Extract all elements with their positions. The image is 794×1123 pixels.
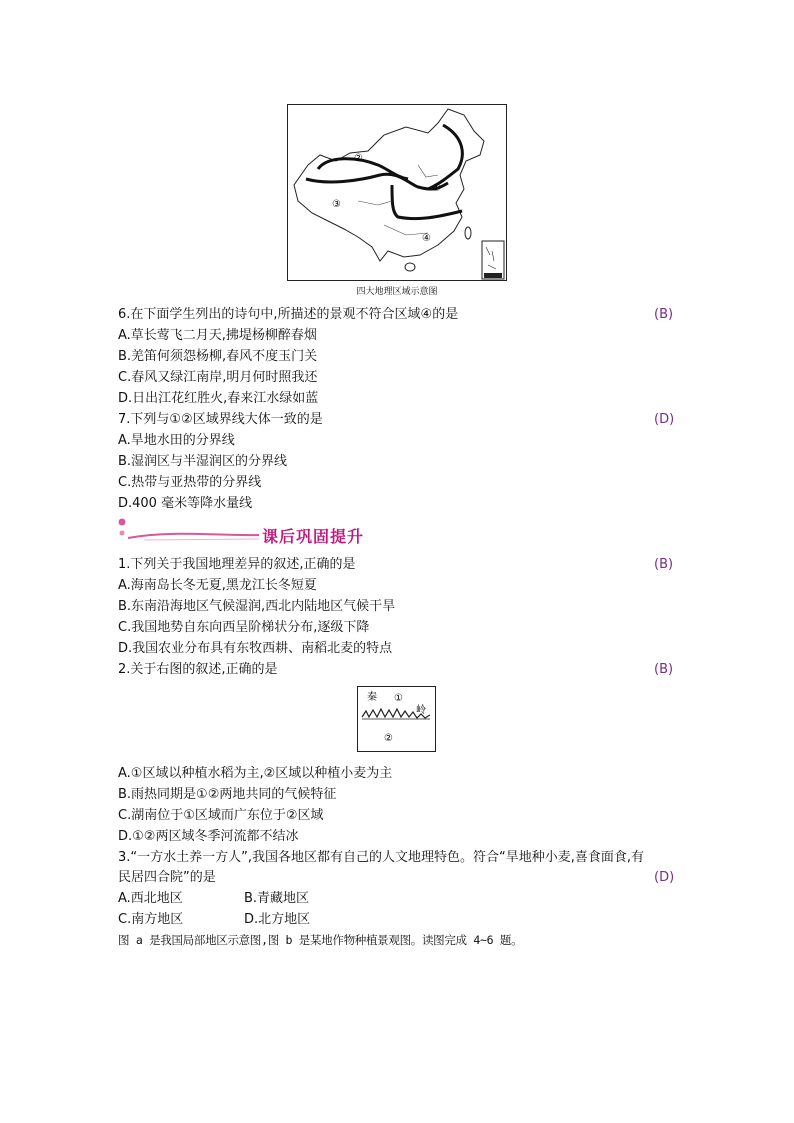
region-label-1: ① <box>432 183 441 194</box>
q6-answer: (B) <box>654 307 674 322</box>
p1-option-d: D.我国农业分布具有东牧西耕、南稻北麦的特点 <box>118 641 393 656</box>
section-title: 课后巩固提升 <box>262 527 365 546</box>
p3-stem-line1: 3.“一方水土养一方人”,我国各地区都有自己的人文地理特色。符合“旱地种小麦,喜食面食,有 <box>118 850 645 865</box>
northeast-boundary <box>428 125 462 189</box>
q7-option-a: A.旱地水田的分界线 <box>118 433 235 448</box>
q6-option-c: C.春风又绿江南岸,明月何时照我还 <box>118 370 318 385</box>
taiwan-island <box>465 227 471 239</box>
main-boundary <box>306 174 448 189</box>
p3-stem-line2: 民居四合院”的是 <box>118 870 216 885</box>
figure-label-ling: 岭 <box>416 705 426 716</box>
q6-stem: 6.在下面学生列出的诗句中,所描述的景观不符合区域④的是 <box>118 307 459 322</box>
q6-option-a: A.草长莺飞二月天,拂堤杨柳醉春烟 <box>118 328 317 343</box>
p1-option-a: A.海南岛长冬无夏,黑龙江长冬短夏 <box>118 578 317 593</box>
p2-answer: (B) <box>654 662 674 677</box>
p2-option-c: C.湖南位于①区域而广东位于②区域 <box>118 808 324 823</box>
p3-option-a: A.西北地区 <box>118 891 183 906</box>
p1-option-b: B.东南沿海地区气候湿润,西北内陆地区气候干旱 <box>118 599 396 614</box>
q7-stem: 7.下列与①②区域界线大体一致的是 <box>118 412 323 427</box>
p2-option-d: D.①②两区域冬季河流都不结冰 <box>118 829 299 844</box>
p2-option-a: A.①区域以种植水稻为主,②区域以种植小麦为主 <box>118 766 393 781</box>
p2-stem: 2.关于右图的叙述,正确的是 <box>118 662 278 677</box>
section-decoration <box>114 516 264 546</box>
p1-option-c: C.我国地势自东向西呈阶梯状分布,逐级下降 <box>118 620 370 635</box>
figure-label-r1: ① <box>394 693 403 704</box>
q7-option-c: C.热带与亚热带的分界线 <box>118 475 262 490</box>
q6-option-b: B.羌笛何须怨杨柳,春风不度玉门关 <box>118 349 318 364</box>
q7-option-d: D.400 毫米等降水量线 <box>118 496 253 511</box>
qinling-figure <box>357 686 436 752</box>
map-caption: 四大地理区域示意图 <box>356 287 438 297</box>
china-regions-map <box>287 104 507 281</box>
p3-answer: (D) <box>654 870 675 885</box>
p3-option-b: B.青藏地区 <box>244 891 310 906</box>
figure-label-r2: ② <box>384 733 393 744</box>
region-label-4: ④ <box>422 233 431 244</box>
p1-stem: 1.下列关于我国地理差异的叙述,正确的是 <box>118 557 356 572</box>
country-outline <box>294 109 484 261</box>
p3-option-c: C.南方地区 <box>118 912 184 927</box>
figure-note: 图 a 是我国局部地区示意图,图 b 是某地作物种植景观图。读图完成 4~6 题。 <box>118 933 523 947</box>
p2-option-b: B.雨热同期是①②两地共同的气候特征 <box>118 787 337 802</box>
q6-option-d: D.日出江花红胜火,春来江水绿如蓝 <box>118 391 319 406</box>
hainan-island <box>405 263 415 271</box>
qinling-graphic <box>358 687 435 751</box>
region-label-3: ③ <box>332 199 341 210</box>
q7-answer: (D) <box>654 412 675 427</box>
p3-option-d: D.北方地区 <box>244 912 311 927</box>
map-graphic <box>288 105 506 280</box>
p1-answer: (B) <box>654 557 674 572</box>
figure-label-qin: 秦 <box>367 692 377 703</box>
region-label-2: ② <box>354 153 363 164</box>
q7-option-b: B.湿润区与半湿润区的分界线 <box>118 454 288 469</box>
